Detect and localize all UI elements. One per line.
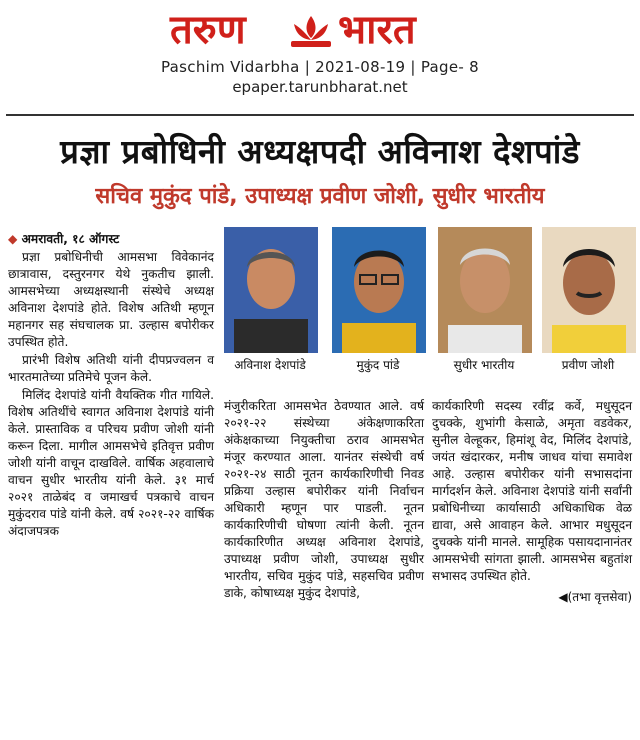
source-line: Paschim Vidarbha | 2021-08-19 | Page- 8: [161, 58, 479, 76]
photo-sudhir-bharatiya: [438, 227, 532, 353]
photo-caption: मुकुंद पांडे: [356, 358, 400, 372]
diamond-bullet-icon: ◆: [8, 232, 22, 246]
paragraph: प्रारंभी विशेष अतिथी यांनी दीपप्रज्वलन व भारतमातेच्या प्रतिमेचे पूजन केले.: [8, 353, 214, 384]
subheadline: सचिव मुकुंद पांडे, उपाध्यक्ष प्रवीण जोशी, सुधीर भारतीय: [95, 184, 545, 209]
logo-text-right: भारत: [338, 7, 416, 53]
article-column-3: [432, 398, 632, 606]
headline: प्रज्ञा प्रबोधिनी अध्यक्षपदी अविनाश देशपांडे: [60, 132, 580, 171]
signoff-text: (तभा वृत्तसेवा): [567, 590, 632, 604]
triangle-bullet-icon: ◀: [558, 590, 568, 604]
paragraph: कार्यकारिणी सदस्य रवींद्र कर्वे, मधुसूदन दुचक्के, शुभांगी केसाळे, अमृता वडवेकर, सुनील वेल्हूकर, हिमांशू वेद, मिलिंद देशपांडे, जयंत खंदारकर, मनीष जाधव यांचा समावेश आहे. उल्हास बपोरीकर यांनी सभासदांना मार्गदर्शन केले. अविनाश देशपांडे यांनी सर्वांनी प्रबोधिनीच्या कार्यासाठी अधिकाधिक वेळ द्यावा, असे आवाहन केले. आभार मधुसूदन दुचक्के यांनी मानले. सामूहिक पसायदानानंतर आमसभेची सांगता झाली. आमसभेस बहुतांश सभासद उपस्थित होते.: [432, 399, 632, 583]
photo-caption: अविनाश देशपांडे: [234, 358, 306, 372]
masthead: [0, 0, 640, 96]
paragraph: मंजुरीकरिता आमसभेत ठेवण्यात आले. वर्ष २०२१-२२ संस्थेच्या अंकेक्षणाकरिता अंकेक्षकाच्या नियुक्तीचा ठराव आमसभेत मंजूर करण्यात आला. यानंतर संस्थेची वर्ष २०२१-२४ साठी नूतन कार्यकारिणीची निवड प्रक्रिया उल्हास बपोरीकर यांनी निर्वाचन अधिकारी म्हणून पार पाडली. नूतन कार्यकारिणीची घोषणा त्यांनी केली. नूतन कार्यकारिणीत अध्यक्ष अविनाश देशपांडे, उपाध्यक्ष प्रवीण जोशी, उपाध्यक्ष सुधीर भारतीय, सचिव मुकुंद पांडे, सहसचिव प्रवीण डाके, कोषाध्यक्ष मुकुंद देशपांडे,: [224, 399, 424, 600]
photo-caption: सुधीर भारतीय: [453, 358, 515, 372]
newspaper-logo: [170, 6, 470, 58]
dateline-text: अमरावती, १८ ऑगस्ट: [21, 232, 120, 246]
paragraph: प्रज्ञा प्रबोधिनीची आमसभा विवेकानंद छात्रावास, दस्तुरनगर येथे नुकतीच झाली. आमसभेच्या अध्यक्षस्थानी संस्थेचे अध्यक्ष अविनाश देशपांडे होते. विशेष अतिथी म्हणून महानगर सह संघचालक प्रा. उल्हास बपोरीकर उपस्थित होते.: [8, 250, 214, 349]
article-column-2: [224, 398, 424, 603]
paragraph: मिलिंद देशपांडे यांनी वैयक्तिक गीत गायिले. विशेष अतिथींचे स्वागत अविनाश देशपांडे यांनी केले. प्रास्ताविक व परिचय प्रवीण जोशी यांनी करून दिला. मागील आमसभेचे इतिवृत्त प्रवीण जोशी यांनी वाचून दाखविले. वार्षिक अहवालाचे वाचन सुधीर भारतीय यांनी केले. ३१ मार्च २०२१ ताळेबंद व जमाखर्च पत्रकाचे वाचन मुकुंदराव पांडे यांनी केले. वर्ष २०२१-२२ वार्षिक अंदाजपत्रक: [8, 388, 214, 538]
signoff: [432, 589, 632, 606]
photo-mukund-pande: [332, 227, 426, 353]
logo-text-left: तरुण: [170, 7, 246, 53]
lotus-emblem-icon: [288, 12, 334, 50]
top-divider: [6, 114, 634, 116]
photo-pravin-joshi: [542, 227, 636, 353]
photo-avinash-deshpande: [224, 227, 318, 353]
source-url: epaper.tarunbharat.net: [232, 78, 408, 96]
photo-caption: प्रवीण जोशी: [561, 358, 615, 372]
dateline: [8, 231, 214, 248]
article-column-1: [8, 231, 214, 541]
